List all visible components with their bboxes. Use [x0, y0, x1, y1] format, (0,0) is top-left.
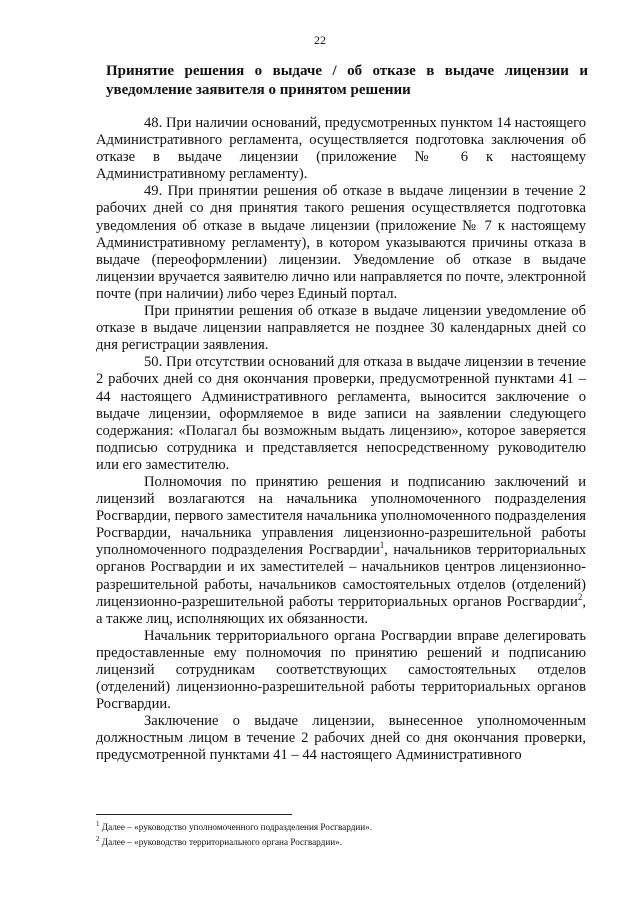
footnote-1: [96, 818, 586, 833]
footnotes: [96, 818, 586, 848]
paragraph-authority: [96, 474, 586, 628]
footnote-ref-2: 2: [577, 591, 583, 602]
section-heading: Принятие решения о выдаче / об отказе в выдаче лицензии и уведомление заявителя о принятом решении: [106, 63, 588, 98]
paragraph-conclusion: Заключение о выдаче лицензии, вынесенное уполномоченным должностным лицом в течение 2 рабочих дней со дня окончания проверки, предусмотренной пунктами 41 – 44 настоящего Административного: [96, 713, 586, 764]
authority-text-part-3: , а также лиц, исполняющих их обязанности.: [96, 593, 586, 627]
paragraph-refusal-deadline: При принятии решения об отказе в выдаче лицензии уведомление об отказе в выдаче лицензии направляется не позднее 30 календарных дней со дня регистрации заявления.: [96, 303, 586, 354]
authority-text-part-1: Полномочия по принятию решения и подписанию заключений и лицензий возлагаются на начальника уполномоченного подразделения Росгвардии, первого заместителя начальника уполномоченного подразделения Росгвардии, начальника управления лицензионно-разрешительной работы уполномоченного подразделения Росгвардии: [96, 473, 586, 559]
paragraph-48: 48. При наличии оснований, предусмотренных пунктом 14 настоящего Административного регламента, осуществляется подготовка заключения об отказе в выдаче лицензии (приложение № 6 к настоящему Административному регламенту).: [96, 115, 586, 183]
page-number: 22: [314, 33, 326, 47]
paragraph-delegation: Начальник территориального органа Росгвардии вправе делегировать предоставленные ему полномочия по принятию решений и подписанию лицензий сотрудникам соответствующих самостоятельных отделов (отделений) лицензионно-разрешительной работы территориальных органов Росгвардии.: [96, 627, 586, 713]
authority-text-part-2: , начальников территориальных органов Росгвардии и их заместителей – начальников центров лицензионно-разрешительной работы, начальников самостоятельных отделов (отделений) лицензионно-разрешительной работы территориальных органов Росгвардии: [96, 542, 586, 610]
footnote-marker-2: 2: [96, 835, 100, 844]
paragraph-49: 49. При принятии решения об отказе в выдаче лицензии в течение 2 рабочих дней со дня принятия такого решения осуществляется подготовка уведомления об отказе в выдаче лицензии (приложение № 7 к настоящему Административному регламенту), в котором указываются причины отказа в выдаче (переоформлении) лицензии. Уведомление об отказе в выдаче лицензии вручается заявителю лично или направляется по почте, электронной почте (при наличии) либо через Единый портал.: [96, 183, 586, 302]
paragraph-50: 50. При отсутствии оснований для отказа в выдаче лицензии в течение 2 рабочих дней со дня окончания проверки, предусмотренной пунктами 41 – 44 настоящего Административного регламента, выносится заключение о выдаче лицензии, оформляемое в виде записи на заявлении следующего содержания: «Полагал бы возможным выдать лицензию», которое заверяется подписью сотрудника и представляется непосредственному руководителю или его заместителю.: [96, 354, 586, 473]
footnote-text-2: Далее – «руководство территориального органа Росгвардии».: [99, 837, 343, 848]
footnote-2: [96, 833, 586, 848]
footnote-separator: [96, 814, 292, 815]
footnote-ref-1: 1: [379, 540, 385, 551]
footnote-text-1: Далее – «руководство уполномоченного подразделения Росгвардии».: [99, 822, 373, 833]
footnote-marker-1: 1: [96, 820, 100, 828]
document-body: [96, 115, 586, 765]
